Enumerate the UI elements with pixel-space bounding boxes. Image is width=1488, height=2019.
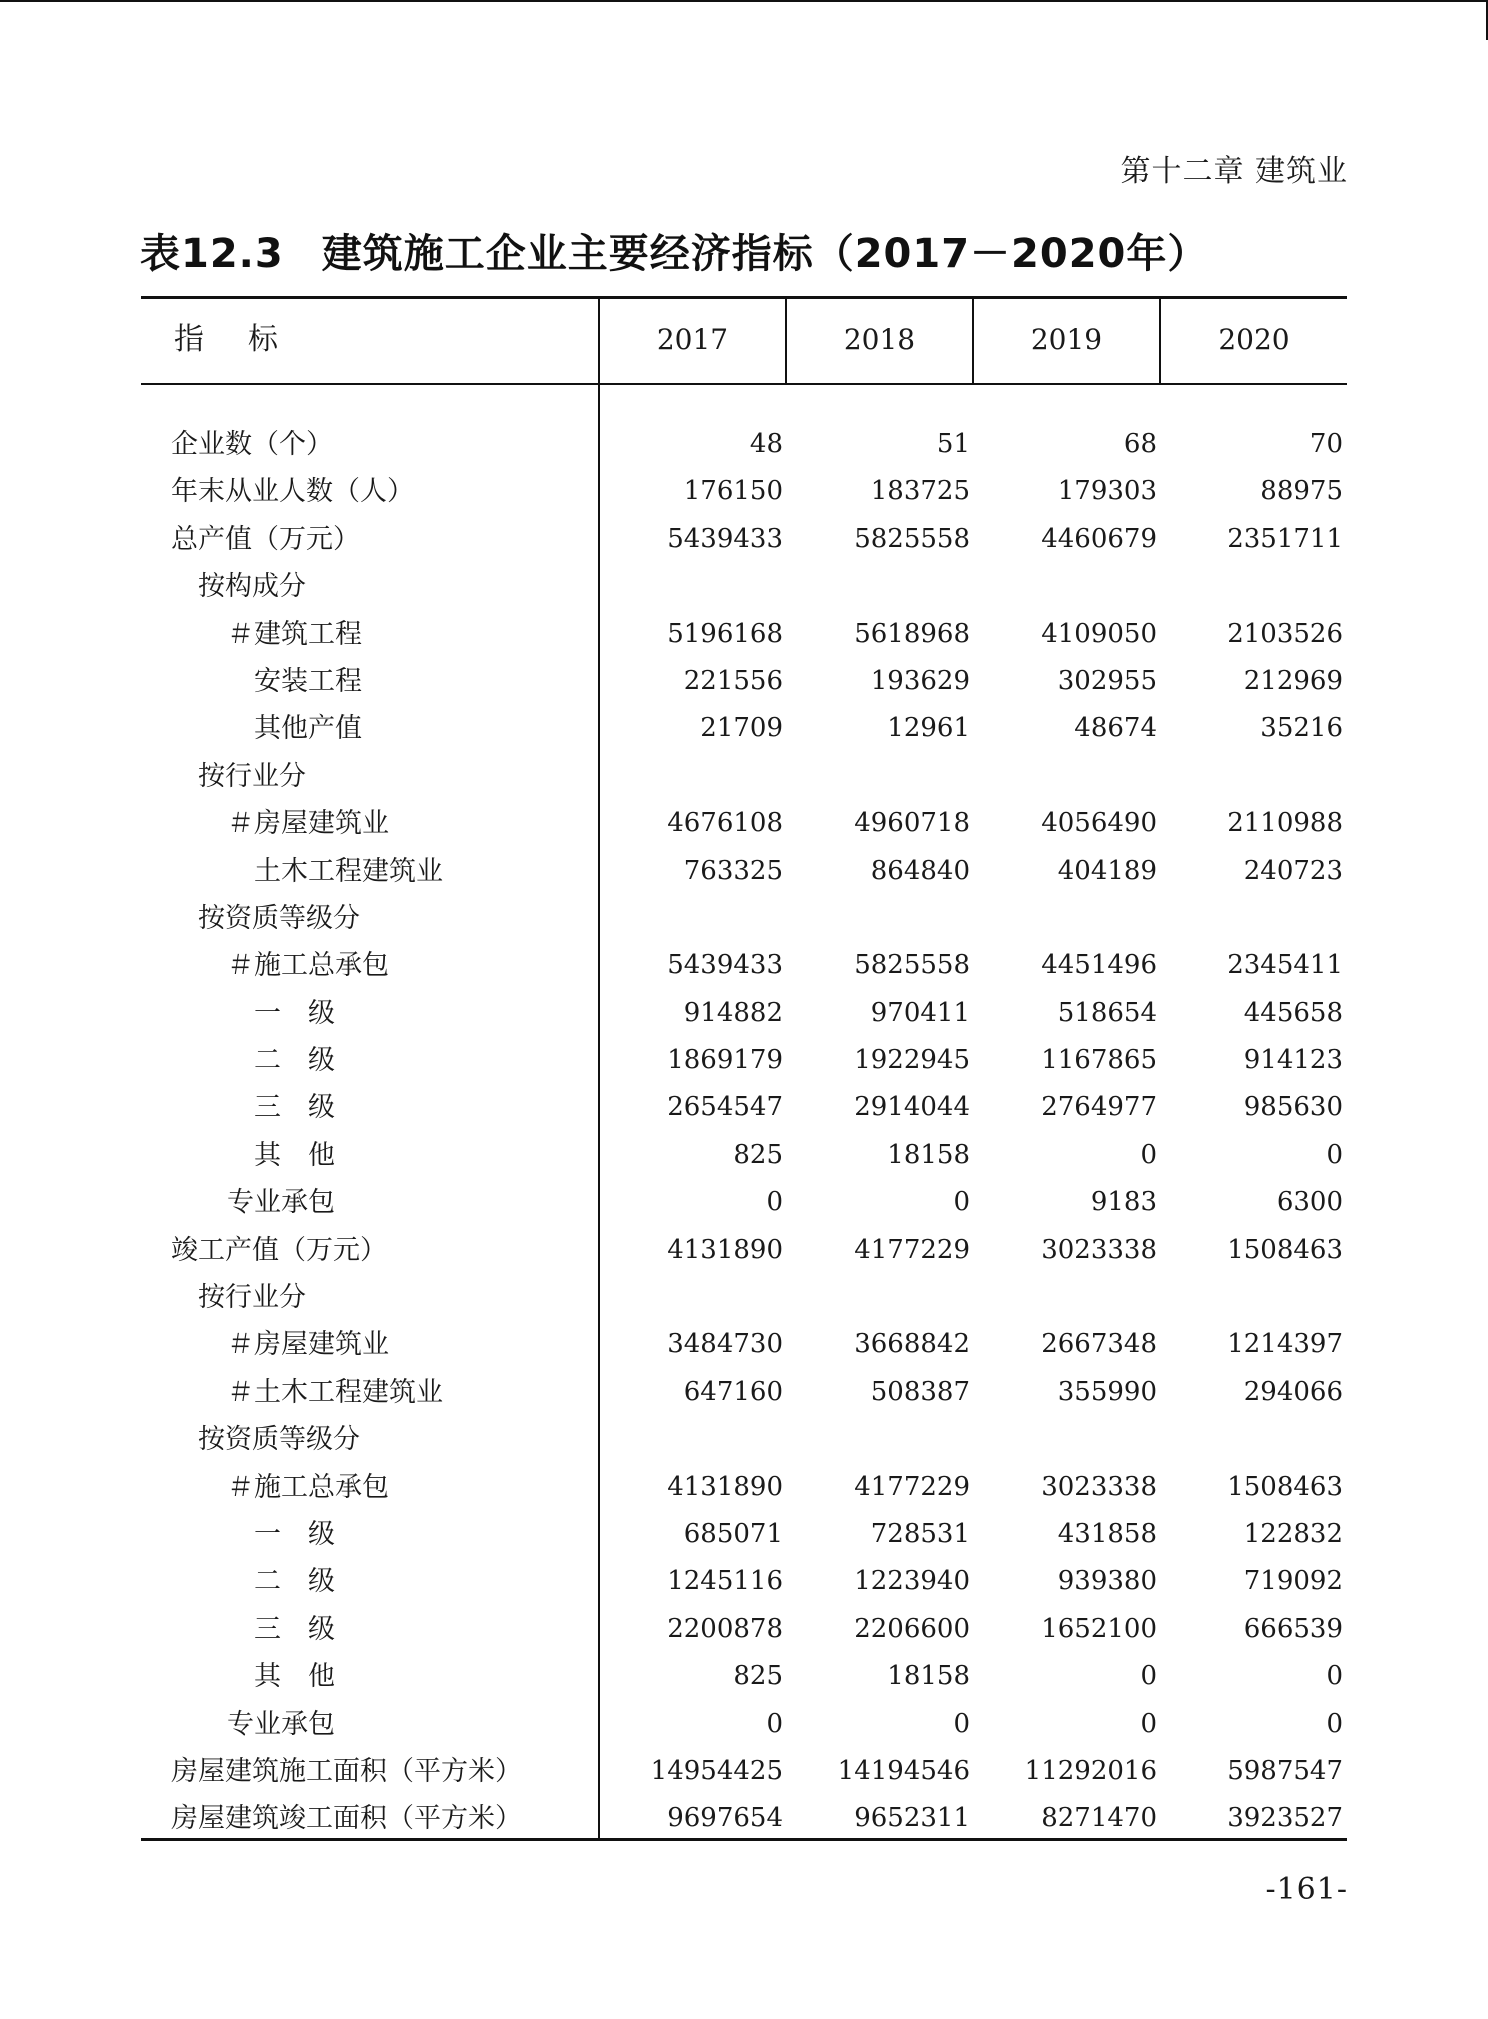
header-year-2019: 2019 [1030,323,1103,356]
cell-value-2018: 0 [953,1708,970,1739]
header-indicator-char-1: 指 [174,322,204,357]
table-row [141,421,1347,468]
row-label: 按行业分 [198,1282,306,1314]
cell-value-2017: 647160 [683,1376,783,1407]
cell-value-2019: 1652100 [1041,1613,1157,1644]
table-row [141,990,1347,1037]
cell-value-2019 [987,1274,1157,1321]
cell-value-2017: 763325 [683,855,783,886]
row-label: ＃房屋建筑业 [227,1329,389,1361]
row-label: 三 级 [254,1092,335,1124]
cell-value-2019: 0 [1140,1139,1157,1170]
cell-value-2017: 3484730 [667,1329,783,1360]
cell-value-2020: 1214397 [1227,1329,1343,1360]
cell-value-2019: 939380 [1057,1566,1157,1597]
row-label: 其他产值 [254,713,362,745]
row-label: 竣工产值（万元） [171,1234,387,1266]
table-row [141,1748,1347,1795]
cell-value-2018: 5825558 [854,950,970,981]
cell-value-2019: 11292016 [1024,1755,1157,1786]
table-row [141,1701,1347,1748]
cell-value-2019: 4109050 [1041,618,1157,649]
cell-value-2020 [1173,563,1343,610]
cell-value-2018: 18158 [887,1139,970,1170]
header-indicator-char-2: 标 [248,322,278,357]
cell-value-2020: 240723 [1243,855,1343,886]
table-row [141,611,1347,658]
cell-value-2020: 0 [1326,1139,1343,1170]
cell-value-2019: 0 [1140,1661,1157,1692]
table-row [141,1606,1347,1653]
cell-value-2018: 12961 [887,713,970,744]
cell-value-2019: 2667348 [1041,1329,1157,1360]
table-row [141,1558,1347,1605]
row-label: 年末从业人数（人） [171,476,414,508]
row-label: 安装工程 [254,665,362,697]
table-row [141,658,1347,705]
cell-value-2017: 221556 [683,665,783,696]
cell-value-2017: 4131890 [667,1234,783,1265]
cell-value-2018: 2914044 [854,1092,970,1123]
table-number: 表12.3 [140,231,284,277]
table-row [141,942,1347,989]
cell-value-2020: 2351711 [1227,523,1343,554]
table-row [141,1653,1347,1700]
cell-value-2018 [800,895,970,942]
cell-value-2020: 294066 [1243,1376,1343,1407]
cell-value-2019: 68 [1123,429,1157,459]
cell-value-2017: 5439433 [667,950,783,981]
table-row [141,1464,1347,1511]
cell-value-2020 [1173,895,1343,942]
cell-value-2019: 3023338 [1041,1234,1157,1265]
row-label: 一 级 [254,997,335,1029]
row-label: ＃施工总承包 [227,1471,389,1503]
cell-value-2018: 18158 [887,1661,970,1692]
row-label: 房屋建筑竣工面积（平方米） [171,1803,522,1835]
cell-value-2019: 48674 [1074,713,1157,744]
cell-value-2018: 508387 [870,1376,970,1407]
cell-value-2017 [613,563,783,610]
cell-value-2019: 355990 [1057,1376,1157,1407]
row-label: 二 级 [254,1566,335,1598]
cell-value-2018: 2206600 [854,1613,970,1644]
cell-value-2017: 825 [733,1139,783,1170]
cell-value-2019: 179303 [1057,476,1157,507]
header-indicator-label [174,296,278,384]
table-row [141,563,1347,610]
table-row [141,1416,1347,1463]
cell-value-2018: 0 [953,1187,970,1218]
header-year-2018: 2018 [843,323,916,356]
cell-value-2018: 5618968 [854,618,970,649]
table-row [141,1084,1347,1131]
cell-value-2018 [800,753,970,800]
cell-value-2017: 1869179 [667,1045,783,1076]
row-label: 房屋建筑施工面积（平方米） [171,1755,522,1787]
cell-value-2019: 2764977 [1041,1092,1157,1123]
cell-value-2018: 5825558 [854,523,970,554]
cell-value-2017: 48 [749,429,783,459]
table-row [141,800,1347,847]
cell-value-2017: 14954425 [650,1755,783,1786]
cell-value-2018: 1223940 [854,1566,970,1597]
cell-value-2017: 685071 [683,1518,783,1549]
row-label: 二 级 [254,1045,335,1077]
cell-value-2017: 0 [766,1187,783,1218]
cell-value-2017 [613,1416,783,1463]
cell-value-2020 [1173,753,1343,800]
cell-value-2020 [1173,1274,1343,1321]
cell-value-2020: 2103526 [1227,618,1343,649]
cell-value-2020 [1173,1416,1343,1463]
row-label: ＃建筑工程 [227,618,362,650]
cell-value-2017: 21709 [700,713,783,744]
page-number: -161- [1265,1872,1348,1907]
cell-value-2020: 914123 [1243,1045,1343,1076]
statistics-table [141,296,1347,1842]
row-label: 按构成分 [198,571,306,603]
cell-value-2019 [987,1416,1157,1463]
row-label: 一 级 [254,1518,335,1550]
cell-value-2019: 3023338 [1041,1471,1157,1502]
cell-value-2019: 1167865 [1041,1045,1157,1076]
cell-value-2019: 431858 [1057,1518,1157,1549]
cell-value-2020: 70 [1309,429,1343,459]
cell-value-2019: 4451496 [1041,950,1157,981]
header-year-2020: 2020 [1218,323,1290,356]
cell-value-2019: 302955 [1057,665,1157,696]
header-year-2017: 2017 [656,323,729,356]
table-row [141,1037,1347,1084]
cell-value-2019: 4460679 [1041,523,1157,554]
cell-value-2017: 2654547 [667,1092,783,1123]
table-body [141,421,1347,1843]
cell-value-2018: 4177229 [854,1471,970,1502]
cell-value-2018: 14194546 [837,1755,970,1786]
cell-value-2018: 970411 [870,997,970,1028]
cell-value-2020: 212969 [1243,665,1343,696]
row-label: 专业承包 [227,1708,335,1740]
cell-value-2020: 88975 [1260,476,1343,507]
cell-value-2017 [613,895,783,942]
row-label: 三 级 [254,1613,335,1645]
cell-value-2020: 6300 [1276,1187,1343,1218]
table-row [141,895,1347,942]
cell-value-2019: 518654 [1057,997,1157,1028]
cell-value-2017: 9697654 [667,1803,783,1834]
cell-value-2018: 51 [936,429,970,459]
cell-value-2020: 1508463 [1227,1234,1343,1265]
row-label: 土木工程建筑业 [254,855,443,887]
table-row [141,1369,1347,1416]
cell-value-2017: 4131890 [667,1471,783,1502]
cell-value-2019: 404189 [1057,855,1157,886]
cell-value-2020: 445658 [1243,997,1343,1028]
cell-value-2017: 914882 [683,997,783,1028]
cell-value-2018 [800,1274,970,1321]
cell-value-2017 [613,1274,783,1321]
cell-value-2018: 864840 [870,855,970,886]
cell-value-2018: 728531 [870,1518,970,1549]
cell-value-2019: 0 [1140,1708,1157,1739]
table-row [141,848,1347,895]
cell-value-2018: 4960718 [854,808,970,839]
cell-value-2020: 666539 [1243,1613,1343,1644]
row-label: 其 他 [254,1661,335,1693]
chapter-header: 第十二章 建筑业 [1120,154,1348,189]
table-row [141,753,1347,800]
cell-value-2020: 0 [1326,1661,1343,1692]
cell-value-2017: 176150 [683,476,783,507]
row-label: ＃土木工程建筑业 [227,1376,443,1408]
table-row [141,468,1347,515]
top-border [0,0,1488,2]
table-title-text: 建筑施工企业主要经济指标（2017－2020年） [321,231,1209,277]
cell-value-2019 [987,753,1157,800]
table-row [141,1511,1347,1558]
cell-value-2019: 8271470 [1041,1803,1157,1834]
cell-value-2018 [800,563,970,610]
cell-value-2017: 1245116 [667,1566,783,1597]
row-label: 按资质等级分 [198,902,360,934]
cell-value-2018: 193629 [870,665,970,696]
row-label: 企业数（个） [171,429,333,460]
cell-value-2020: 985630 [1243,1092,1343,1123]
cell-value-2018 [800,1416,970,1463]
row-label: 按行业分 [198,760,306,792]
table-row [141,1795,1347,1842]
cell-value-2018: 9652311 [854,1803,970,1834]
table-row [141,516,1347,563]
table-row [141,1227,1347,1274]
table-title [140,222,1208,279]
cell-value-2020: 5987547 [1227,1755,1343,1786]
row-label: ＃房屋建筑业 [227,808,389,840]
row-label: ＃施工总承包 [227,950,389,982]
cell-value-2020: 2345411 [1227,950,1343,981]
cell-value-2020: 35216 [1260,713,1343,744]
cell-value-2017: 5196168 [667,618,783,649]
cell-value-2019 [987,895,1157,942]
cell-value-2020: 0 [1326,1708,1343,1739]
cell-value-2019: 9183 [1090,1187,1157,1218]
cell-value-2019: 4056490 [1041,808,1157,839]
cell-value-2020: 1508463 [1227,1471,1343,1502]
table-row [141,1274,1347,1321]
table-row [141,1132,1347,1179]
table-row [141,1321,1347,1368]
cell-value-2018: 3668842 [854,1329,970,1360]
cell-value-2020: 122832 [1243,1518,1343,1549]
table-row [141,705,1347,752]
cell-value-2020: 719092 [1243,1566,1343,1597]
cell-value-2018: 183725 [870,476,970,507]
cell-value-2020: 2110988 [1227,808,1343,839]
cell-value-2018: 4177229 [854,1234,970,1265]
row-label: 总产值（万元） [171,523,360,555]
row-label: 专业承包 [227,1187,335,1219]
cell-value-2017: 0 [766,1708,783,1739]
cell-value-2019 [987,563,1157,610]
cell-value-2017: 2200878 [667,1613,783,1644]
cell-value-2017: 825 [733,1661,783,1692]
cell-value-2017: 5439433 [667,523,783,554]
row-label: 按资质等级分 [198,1424,360,1456]
row-label: 其 他 [254,1139,335,1171]
cell-value-2017 [613,753,783,800]
table-row [141,1179,1347,1226]
cell-value-2017: 4676108 [667,808,783,839]
cell-value-2020: 3923527 [1227,1803,1343,1834]
cell-value-2018: 1922945 [854,1045,970,1076]
